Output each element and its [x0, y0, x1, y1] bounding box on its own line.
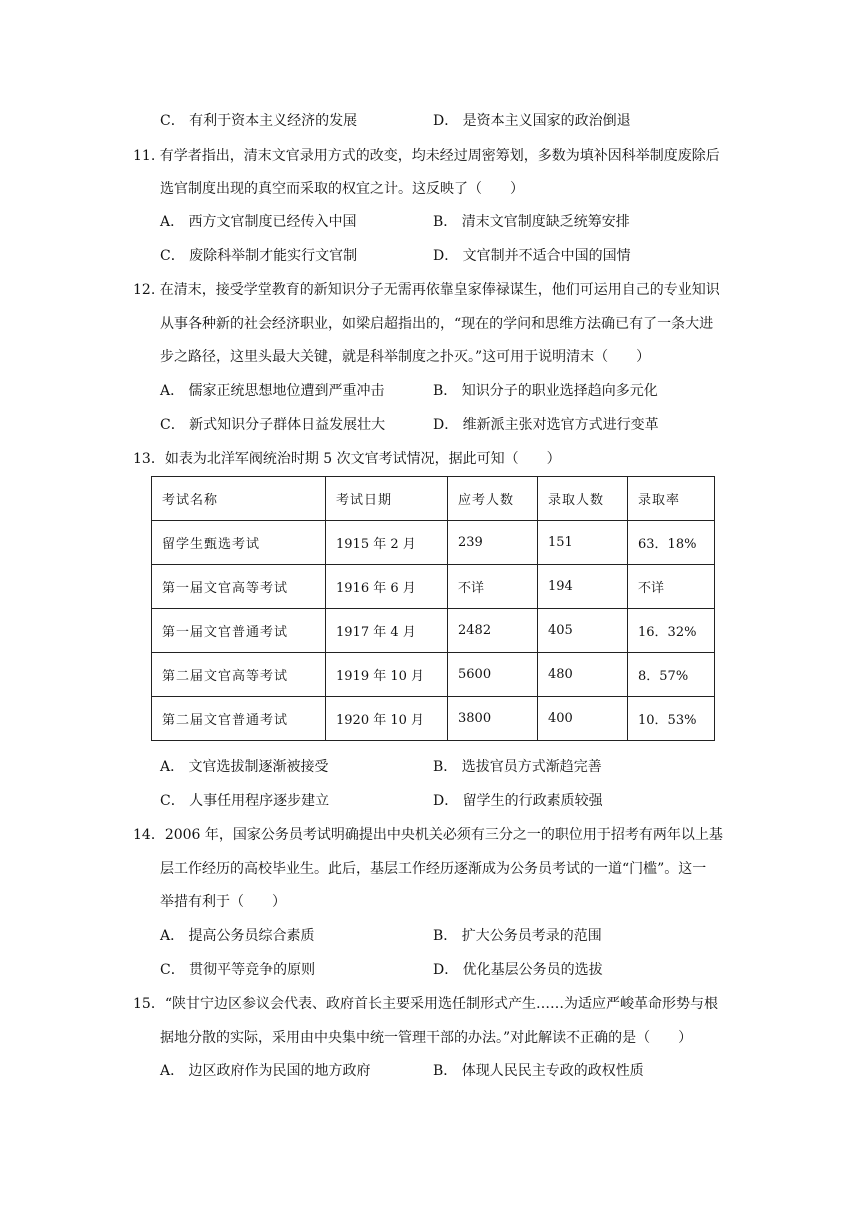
table-cell: 1917 年 4 月 [326, 609, 448, 653]
table-row [152, 609, 715, 653]
q13-option-d: D． 留学生的行政素质较强 [433, 793, 603, 809]
q13-options-cd [160, 790, 760, 812]
q12-option-a: A． 儒家正统思想地位遭到严重冲击 [160, 383, 385, 399]
q11-stem-line-1: 11. 有学者指出，清末文官录用方式的改变，均未经过周密筹划，多数为填补因科举制度废除后 [133, 148, 720, 164]
q12-option-c: C． 新式知识分子群体日益发展壮大 [160, 417, 386, 433]
q14-option-b: B． 扩大公务员考录的范围 [433, 928, 602, 944]
q12-stem-line-1: 12. 在清末，接受学堂教育的新知识分子无需再依靠皇家俸禄谋生，他们可运用自己的专业知识 [133, 282, 720, 298]
q11-options-cd [160, 245, 760, 267]
table-cell: 不详 [628, 565, 715, 609]
table-cell: 194 [538, 565, 628, 609]
q14-option-d: D． 优化基层公务员的选拔 [433, 962, 603, 978]
table-header-cell: 应考人数 [448, 477, 538, 521]
exam-statistics-table [151, 476, 715, 741]
q12-options-cd [160, 414, 760, 436]
q14-options-ab [160, 925, 760, 947]
q11-options-ab [160, 211, 760, 233]
table-header-cell: 录取率 [628, 477, 715, 521]
q12-stem-line-2: 从事各种新的社会经济职业，如梁启超指出的，“现在的学问和思维方法确已有了一条大进 [160, 316, 714, 332]
table-cell: 1916 年 6 月 [326, 565, 448, 609]
table-cell: 第一届文官普通考试 [152, 609, 326, 653]
q15-stem-line-2: 据地分散的实际，采用由中央集中统一管理干部的办法。”对此解读不正确的是（ ） [160, 1030, 693, 1046]
table-header-cell: 录取人数 [538, 477, 628, 521]
q12-option-d: D． 维新派主张对选官方式进行变革 [433, 417, 659, 433]
q15-option-a: A． 边区政府作为民国的地方政府 [160, 1063, 371, 1079]
q10-options-cd [160, 110, 760, 132]
table-row [152, 653, 715, 697]
table-cell: 5600 [448, 653, 538, 697]
q12-option-b: B． 知识分子的职业选择趋向多元化 [433, 383, 658, 399]
table-cell: 405 [538, 609, 628, 653]
table-cell: 第二届文官高等考试 [152, 653, 326, 697]
table-cell: 480 [538, 653, 628, 697]
table-cell: 3800 [448, 697, 538, 741]
table-cell: 2482 [448, 609, 538, 653]
table-cell: 16．32% [628, 609, 715, 653]
q13-option-a: A． 文官选拔制逐渐被接受 [160, 759, 329, 775]
table-cell: 留学生甄选考试 [152, 521, 326, 565]
q13-options-ab [160, 756, 760, 778]
q15-option-b: B． 体现人民民主专政的政权性质 [433, 1063, 644, 1079]
table-cell: 10．53% [628, 697, 715, 741]
q12-stem-line-3: 步之路径，这里头最大关键，就是科举制度之扑灭。”这可用于说明清末（ ） [160, 349, 651, 365]
table-cell: 400 [538, 697, 628, 741]
table-header-cell: 考试日期 [326, 477, 448, 521]
q10-option-d: D． 是资本主义国家的政治倒退 [433, 113, 631, 129]
table-cell: 不详 [448, 565, 538, 609]
table-header-cell: 考试名称 [152, 477, 326, 521]
q14-stem-line-1: 14．2006 年，国家公务员考试明确提出中央机关必须有三分之一的职位用于招考有两年以上基 [133, 827, 723, 843]
q14-option-c: C． 贯彻平等竞争的原则 [160, 962, 316, 978]
table-row [152, 565, 715, 609]
table-cell: 239 [448, 521, 538, 565]
q12-options-ab [160, 380, 760, 402]
q13-option-b: B． 选拔官员方式渐趋完善 [433, 759, 602, 775]
table-cell: 第二届文官普通考试 [152, 697, 326, 741]
q11-option-d: D． 文官制并不适合中国的国情 [433, 248, 631, 264]
table-cell: 8．57% [628, 653, 715, 697]
q14-stem-line-2: 层工作经历的高校毕业生。此后，基层工作经历逐渐成为公务员考试的一道“门槛”。这一 [160, 861, 707, 877]
q13-option-c: C． 人事任用程序逐步建立 [160, 793, 330, 809]
table-cell: 第一届文官高等考试 [152, 565, 326, 609]
q15-options-ab [160, 1060, 760, 1082]
q14-stem-line-3: 举措有利于（ ） [160, 894, 286, 910]
q15-stem-line-1: 15．“陕甘宁边区参议会代表、政府首长主要采用选任制形式产生……为适应严峻革命形势与根 [133, 996, 718, 1012]
q11-option-a: A． 西方文官制度已经传入中国 [160, 214, 357, 230]
q14-option-a: A． 提高公务员综合素质 [160, 928, 315, 944]
table-cell: 151 [538, 521, 628, 565]
table-row [152, 521, 715, 565]
q13-stem: 13．如表为北洋军阀统治时期 5 次文官考试情况，据此可知（ ） [133, 451, 561, 467]
table-cell: 1919 年 10 月 [326, 653, 448, 697]
table-cell: 1920 年 10 月 [326, 697, 448, 741]
q11-stem-line-2: 选官制度出现的真空而采取的权宜之计。这反映了（ ） [160, 181, 524, 197]
table-cell: 1915 年 2 月 [326, 521, 448, 565]
table-row [152, 697, 715, 741]
q14-options-cd [160, 959, 760, 981]
q11-option-c: C． 废除科举制才能实行文官制 [160, 248, 358, 264]
q11-option-b: B． 清末文官制度缺乏统筹安排 [433, 214, 630, 230]
table-header-row [152, 477, 715, 521]
table-cell: 63．18% [628, 521, 715, 565]
q10-option-c: C． 有利于资本主义经济的发展 [160, 113, 358, 129]
